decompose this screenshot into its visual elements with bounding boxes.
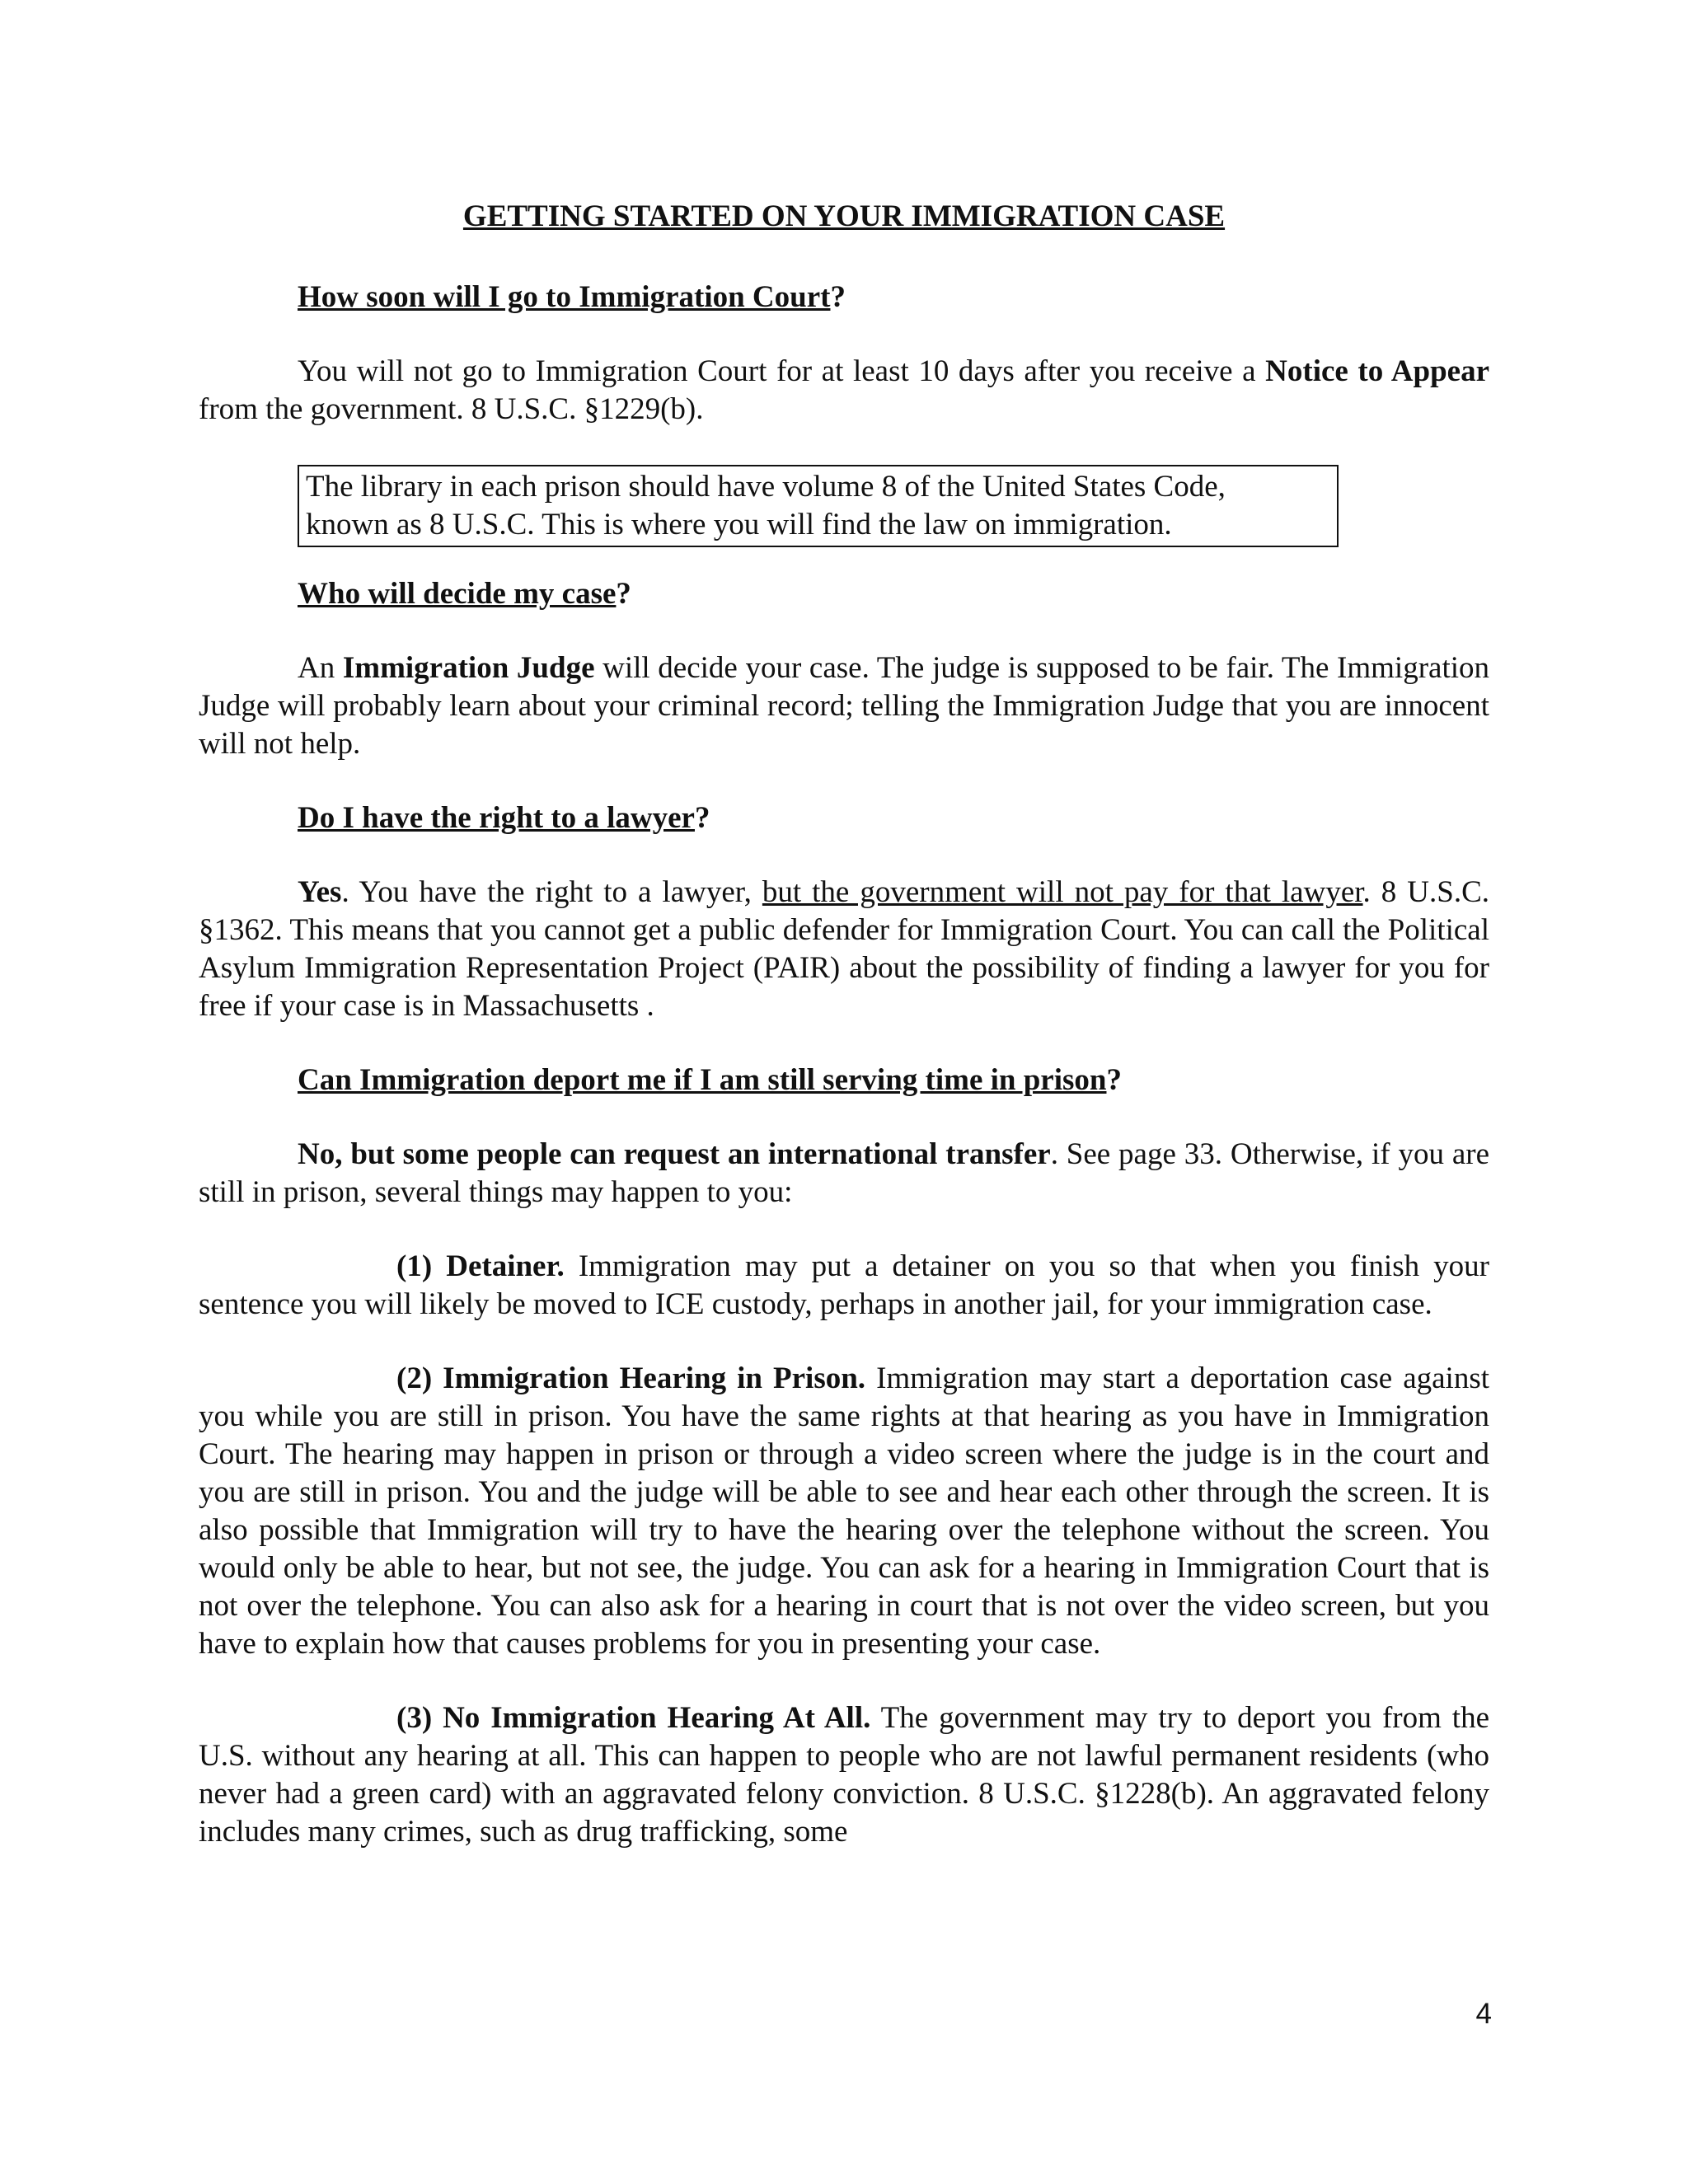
library-note-box xyxy=(298,465,1339,547)
paragraph-notice-text-a: You will not go to Immigration Court for at least 10 days after you receive a xyxy=(298,354,1266,388)
international-transfer-term: No, but some people can request an international transfer xyxy=(298,1137,1051,1171)
heading-deport-in-prison xyxy=(298,1062,1489,1099)
heading-who-decides-mark: ? xyxy=(616,577,631,611)
item-no-hearing-text: The government may try to deport you from the U.S. without any hearing at all. This can happen to people who are not lawful permanent residents (who never had a green card) with an aggravated felony conviction. 8 U.S.C. §1228(b). An aggravated felony includes many crimes, such as drug trafficking, some xyxy=(199,1701,1489,1849)
item-hearing-in-prison-text: Immigration may start a deportation case against you while you are still in prison. You have the same rights at that hearing as you have in Immigration Court. The hearing may happen in prison or through a video screen where the judge is in the court and you are still in prison. You and the judge will be able to see and hear each other through the screen. It is also possible that Immigration will try to have the hearing over the telephone without the screen. You would only be able to hear, but not see, the judge. You can ask for a hearing in Immigration Court that is not over the telephone. You can also ask for a hearing in court that is not over the video screen, but you have to explain how that causes problems for you in presenting your case. xyxy=(199,1361,1490,1661)
paragraph-judge-text-a: An xyxy=(298,651,343,685)
item-detainer xyxy=(199,1248,1489,1324)
paragraph-notice-to-appear xyxy=(199,353,1489,429)
item-no-hearing-label: (3) No Immigration Hearing At All. xyxy=(396,1701,871,1735)
item-no-hearing xyxy=(199,1699,1489,1851)
item-detainer-text: Immigration may put a detainer on you so that when you finish your sentence you will likely be moved to ICE custody, perhaps in another jail, for your immigration case. xyxy=(199,1249,1489,1321)
library-note-line-1: The library in each prison should have volume 8 of the United States Code, xyxy=(306,470,1226,504)
item-hearing-in-prison-label: (2) Immigration Hearing in Prison. xyxy=(396,1361,866,1395)
page-number: 4 xyxy=(1475,1998,1492,2030)
yes-term: Yes xyxy=(298,875,342,909)
heading-immigration-court-text: How soon will I go to Immigration Court xyxy=(298,280,831,314)
paragraph-notice-text-c: from the government. 8 U.S.C. §1229(b). xyxy=(199,392,704,426)
paragraph-lawyer xyxy=(199,874,1489,1025)
heading-who-decides-text: Who will decide my case xyxy=(298,577,617,611)
paragraph-transfer-text-b: . See page 33. Otherwise, if you are still in prison, several things may happen to you: xyxy=(199,1137,1489,1209)
paragraph-lawyer-text-d: . 8 U.S.C. §1362. This means that you cannot get a public defender for Immigration Court. You can call the Political Asylum Immigration Representation Project (PAIR) about the possibility of finding a lawyer for you for free if your case is in Massachusetts . xyxy=(199,875,1489,1023)
library-note-line-2: known as 8 U.S.C. This is where you will find the law on immigration. xyxy=(306,508,1172,541)
heading-who-decides xyxy=(298,575,1489,613)
paragraph-judge-text-c: will decide your case. The judge is supposed to be fair. The Immigration Judge will probably learn about your criminal record; telling the Immigration Judge that you are innocent will not help. xyxy=(199,651,1490,761)
paragraph-immigration-judge xyxy=(199,649,1489,763)
heading-right-to-lawyer-text: Do I have the right to a lawyer xyxy=(298,801,695,835)
heading-deport-in-prison-mark: ? xyxy=(1106,1063,1122,1097)
heading-deport-in-prison-text: Can Immigration deport me if I am still serving time in prison xyxy=(298,1063,1107,1097)
item-hearing-in-prison xyxy=(199,1360,1489,1663)
heading-right-to-lawyer-mark: ? xyxy=(694,801,710,835)
paragraph-international-transfer xyxy=(199,1136,1489,1212)
heading-immigration-court xyxy=(298,279,1489,316)
immigration-judge-term: Immigration Judge xyxy=(342,651,595,685)
paragraph-lawyer-text-b: . You have the right to a lawyer, xyxy=(341,875,762,909)
document-title: GETTING STARTED ON YOUR IMMIGRATION CASE xyxy=(462,199,1226,233)
underlined-government-pay: but the government will not pay for that lawyer xyxy=(762,875,1363,909)
heading-right-to-lawyer xyxy=(298,799,1489,837)
item-detainer-label: (1) Detainer. xyxy=(396,1249,565,1283)
heading-immigration-court-mark: ? xyxy=(830,280,846,314)
document-page xyxy=(199,198,1489,1887)
notice-to-appear-term: Notice to Appear xyxy=(1265,354,1489,388)
